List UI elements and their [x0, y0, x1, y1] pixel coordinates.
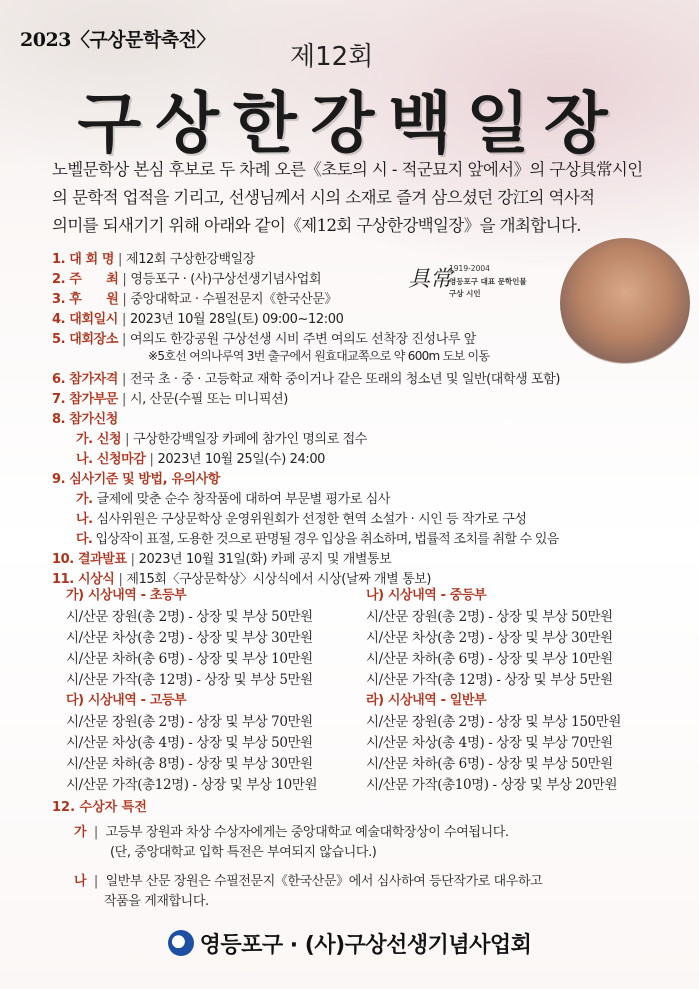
special-a-label: 가 — [74, 825, 87, 840]
prize-line: 시/산문 가작(총 12명) - 상장 및 부상 5만원 — [66, 672, 313, 688]
prize-line: 시/산문 장원(총 2명) - 상장 및 부상 50만원 — [66, 609, 313, 625]
intro-line: 의 문학적 업적을 기리고, 선생님께서 시의 소재로 즐겨 삼으셨던 강江의 역사적 — [52, 188, 595, 207]
special-benefits: 12. 수상자 특전 가 | 고등부 장원과 차상 수상자에게는 중앙대학교 예술대학장상이 수여됩니다. (단, 중앙대학교 입학 특전은 부여되지 않습니다.) 나 | 일반부 산문 장원은 수필전문지《한국산문》에서 심사하여 등단작가로 대우하고 작품을 게재합니다. — [52, 796, 520, 904]
list-item: 3. 후 원 | 중앙대학교 · 수필전문지《한국산문》 — [52, 292, 337, 307]
special-b-line2: 작품을 게재합니다. — [104, 894, 209, 909]
prize-line: 시/산문 차상(총 2명) - 상장 및 부상 30만원 — [366, 630, 613, 646]
yeongdeungpo-logo-icon — [168, 930, 194, 956]
list-item: 4. 대회일시 | 2023년 10월 28일(토) 09:00~12:00 — [52, 312, 344, 327]
round-label: 제12회 — [290, 42, 374, 72]
special-title: 12. 수상자 특전 — [52, 800, 147, 815]
list-item: 가. 신청 | 구상한강백일장 카페에 참가인 명의로 접수 — [76, 432, 367, 447]
intro-line: 노벨문학상 본심 후보로 두 차례 오른《초토의 시 - 적군묘지 앞에서》의 구상具常시인 — [52, 160, 643, 179]
prize-heading: 가) 시상내역 - 초등부 — [66, 588, 187, 603]
prize-line: 시/산문 장원(총 2명) - 상장 및 부상 70만원 — [66, 714, 313, 730]
special-a-line: 고등부 장원과 차상 수상자에게는 중앙대학교 예술대학장상이 수여됩니다. — [105, 825, 509, 840]
list-item: 6. 참가자격 | 전국 초 · 중 · 고등학교 재학 중이거나 같은 또래의 청소년 및 일반(대학생 포함) — [52, 372, 561, 387]
list-item: 2. 주 최 | 영등포구 · (사)구상선생기념사업회 — [52, 272, 322, 287]
poet-years: 1919-2004 — [449, 264, 490, 273]
prize-middle — [366, 584, 613, 691]
footer-text: 영등포구 · (사)구상선생기념사업회 — [199, 933, 532, 958]
list-item: 나. 심사위원은 구상문학상 운영위원회가 선정한 현역 소설가 · 시인 등 작가로 구성 — [76, 512, 527, 527]
list-item: 7. 참가부문 | 시, 산문(수필 또는 미니픽션) — [52, 392, 288, 407]
list-item: 1. 대 회 명 | 제12회 구상한강백일장 — [52, 252, 255, 267]
prize-line: 시/산문 차하(총 6명) - 상장 및 부상 10만원 — [366, 651, 613, 667]
signature: 具常 — [408, 267, 453, 292]
footer-organizer — [0, 928, 699, 959]
list-item: 11. 시상식 | 제15회〈구상문학상〉시상식에서 시상(날짜 개별 통보) — [52, 572, 432, 587]
special-b-label: 나 — [74, 874, 87, 889]
location-note: ※5호선 여의나루역 3번 출구에서 원효대교쪽으로 약 600m 도보 이동 — [148, 349, 490, 363]
prize-line: 시/산문 장원(총 2명) - 상장 및 부상 50만원 — [366, 609, 613, 625]
prize-line: 시/산문 차하(총 6명) - 상장 및 부상 50만원 — [366, 756, 613, 772]
list-item: 다. 입상작이 표절, 도용한 것으로 판명될 경우 입상을 취소하며, 법률적 조치를 취할 수 있음 — [76, 532, 559, 547]
list-item: 5. 대회장소 | 여의도 한강공원 구상선생 시비 주변 여의도 선착장 진성나루 앞 — [52, 332, 476, 347]
list-item: 10. 결과발표 | 2023년 10월 31일(화) 카페 공지 및 개별통보 — [52, 552, 392, 567]
prize-heading: 다) 시상내역 - 고등부 — [66, 693, 187, 708]
prize-line: 시/산문 가작(총 12명) - 상장 및 부상 5만원 — [366, 672, 613, 688]
special-b-line: 일반부 산문 장원은 수필전문지《한국산문》에서 심사하여 등단작가로 대우하고 — [105, 874, 543, 889]
prize-line: 시/산문 가작(총10명) - 상장 및 부상 20만원 — [366, 777, 618, 793]
list-item: 나. 신청마감 | 2023년 10월 25일(수) 24:00 — [76, 452, 326, 467]
prize-line: 시/산문 차상(총 4명) - 상장 및 부상 50만원 — [66, 735, 313, 751]
special-a-note: (단, 중앙대학교 입학 특전은 부여되지 않습니다.) — [110, 845, 377, 860]
prize-line: 시/산문 차상(총 2명) - 상장 및 부상 30만원 — [66, 630, 313, 646]
poet-desc: 영등포구 대표 문학인물 — [449, 277, 527, 286]
poet-name: 구상 시인 — [449, 289, 481, 298]
prize-line: 시/산문 장원(총 2명) - 상장 및 부상 150만원 — [366, 714, 622, 730]
intro-paragraph — [52, 156, 652, 240]
prize-line: 시/산문 가작(총12명) - 상장 및 부상 10만원 — [66, 777, 318, 793]
prize-heading: 라) 시상내역 - 일반부 — [366, 693, 487, 708]
prize-heading: 나) 시상내역 - 중등부 — [366, 588, 487, 603]
intro-line: 의미를 되새기기 위해 아래와 같이《제12회 구상한강백일장》을 개최합니다. — [52, 216, 581, 235]
prize-line: 시/산문 차하(총 6명) - 상장 및 부상 10만원 — [66, 651, 313, 667]
edition-label: 2023〈구상문학축전〉 — [20, 29, 216, 51]
poet-portrait — [560, 238, 690, 368]
prize-high — [66, 689, 317, 796]
list-item: 9. 심사기준 및 방법, 유의사항 — [52, 472, 220, 487]
list-item: 가. 글제에 맞춘 순수 창작품에 대하여 부문별 평가로 심사 — [76, 492, 391, 507]
prize-general — [366, 689, 621, 796]
page-title: 구상한강백일장 — [77, 84, 622, 162]
prize-elementary — [66, 584, 313, 691]
list-item: 8. 참가신청 — [52, 412, 118, 427]
prize-line: 시/산문 차하(총 8명) - 상장 및 부상 30만원 — [66, 756, 313, 772]
prize-line: 시/산문 차상(총 4명) - 상장 및 부상 70만원 — [366, 735, 613, 751]
